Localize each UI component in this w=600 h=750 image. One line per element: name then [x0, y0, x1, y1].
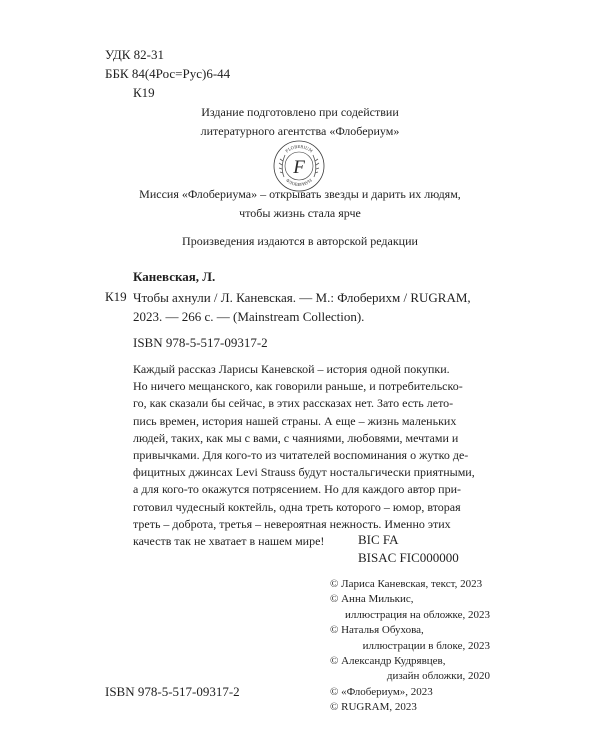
catalog-line: 2023. — 266 с. — (Mainstream Collection).: [133, 309, 365, 324]
support-line: литературного агентства «Флобериум»: [200, 124, 400, 138]
copyright-line: иллюстрация на обложке, 2023: [345, 608, 490, 621]
mission-line: чтобы жизнь стала ярче: [239, 206, 361, 220]
copyright-line: © Анна Милькис,: [330, 593, 414, 606]
catalog-line: Чтобы ахнули / Л. Каневская. — М.: Флоберихм / RUGRAM,: [133, 290, 471, 305]
edition-note: Произведения издаются в авторской редакции: [182, 234, 418, 248]
copyright-block: [330, 577, 490, 716]
copyright-line: дизайн обложки, 2020: [386, 670, 490, 683]
logo-arc-top: FLOBERIUM: [284, 143, 314, 154]
catalog-description: [133, 288, 471, 326]
logo-arc-bottom: ФЛОБЕРИУМ: [285, 177, 313, 188]
support-line: Издание подготовлено при содействии: [201, 105, 399, 119]
annotation-line: а для кого-то окажутся потрясением. Но для каждого автор при-: [133, 482, 461, 497]
annotation: [133, 361, 475, 550]
catalog-author: Каневская, Л.: [133, 269, 216, 284]
copyright-line: © Лариса Каневская, текст, 2023: [330, 578, 483, 590]
annotation-line: готовил чудесный коктейль, одна треть которого – юмор, вторая: [133, 499, 461, 514]
catalog-code: К19: [105, 289, 127, 304]
annotation-line: фицитных джинсах Levi Strauss будут ностальгически приятными,: [133, 465, 475, 480]
annotation-line: людей, таких, как мы с вами, с чаяниями, любовями, мечтами и: [133, 430, 459, 445]
copyright-line: иллюстрации в блоке, 2023: [362, 639, 490, 652]
mission-statement: [0, 185, 600, 223]
udk-code: УДК 82-31: [105, 47, 165, 62]
bisac-code: BISAC FIC000000: [358, 550, 459, 565]
annotation-line: Но ничего мещанского, как говорили раньше, и потребительско-: [133, 379, 463, 394]
annotation-line: привычками. Для кого-то из читателей воспоминания о жутко де-: [133, 448, 469, 463]
catalog-isbn: ISBN 978-5-517-09317-2: [133, 335, 268, 350]
copyright-line: © «Флобериум», 2023: [330, 685, 433, 698]
bbk-code: ББК 84(4Рос=Рус)6-44: [105, 66, 231, 81]
support-statement: [0, 103, 600, 141]
annotation-line: качеств так не хватает в нашем мире!: [133, 534, 325, 549]
annotation-line: го, как сказали бы сейчас, в этих рассказах нет. Зато есть лето-: [133, 396, 454, 411]
annotation-line: Каждый рассказ Ларисы Каневской – история одной покупки.: [133, 362, 450, 376]
copyright-line: © Александр Кудрявцев,: [330, 655, 446, 668]
copyright-line: © Наталья Обухова,: [330, 624, 424, 637]
logo-letter: F: [293, 157, 305, 178]
annotation-line: пись времен, история нашей страны. А еще – жизнь маленьких: [133, 413, 457, 428]
annotation-line: треть – доброта, третья – невероятная нежность. Именно этих: [133, 516, 451, 531]
bic-code: BIC FA: [358, 532, 399, 547]
mission-line: Миссия «Флобериума» – открывать звезды и дарить их людям,: [139, 187, 461, 201]
copyright-line: © RUGRAM, 2023: [330, 701, 417, 714]
author-mark: К19: [133, 85, 155, 100]
isbn-bottom: ISBN 978-5-517-09317-2: [105, 684, 240, 699]
